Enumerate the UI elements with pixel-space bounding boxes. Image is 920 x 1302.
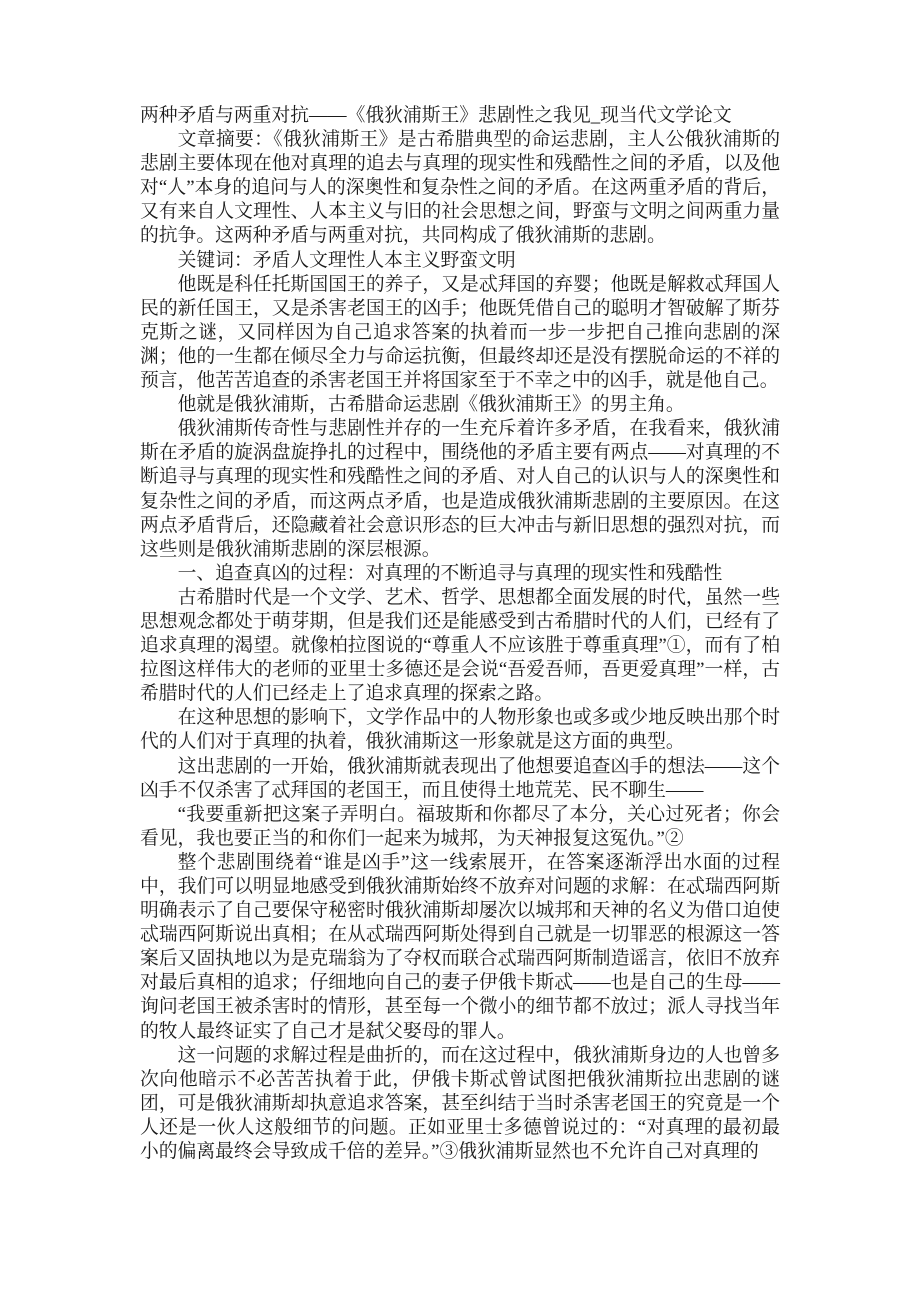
document-title: 两种矛盾与两重对抗——《俄狄浦斯王》悲剧性之我见_现当代文学论文 <box>140 105 732 126</box>
body-paragraph: 他既是科任托斯国国王的养子，又是忒拜国的弃婴；他既是解救忒拜国人民的新任国王，又是杀害老国王的凶手；他既凭借自己的聪明才智破解了斯芬克斯之谜，又同样因为自己追求答案的执着而一步一步把自己推向悲剧的深渊；他的一生都在倾尽全力与命运抗衡，但最终却还是没有摆脱命运的不祥的预言，他苦苦追查的杀害老国王并将国家至于不幸之中的凶手，就是他自己。 <box>140 273 780 392</box>
abstract-paragraph: 文章摘要：《俄狄浦斯王》是古希腊典型的命运悲剧，主人公俄狄浦斯的悲剧主要体现在他对真理的追去与真理的现实性和残酷性之间的矛盾，以及他对“人”本身的追问与人的深奥性和复杂性之间的矛盾。在这两重矛盾的背后，又有来自人文理性、人本主义与旧的社会思想之间，野蛮与文明之间两重力量的抗争。这两种矛盾与两重对抗，共同构成了俄狄浦斯的悲剧。 <box>140 129 780 247</box>
body-paragraph: 这一问题的求解过程是曲折的，而在这过程中，俄狄浦斯身边的人也曾多次向他暗示不必苦苦执着于此，伊俄卡斯忒曾试图把俄狄浦斯拉出悲剧的谜团，可是俄狄浦斯却执意追求答案，甚至纠结于当时杀害老国王的究竟是一个人还是一伙人这般细节的问题。正如亚里士多德曾说过的：“对真理的最初最小的偏离最终会导致成千倍的差异。”③俄狄浦斯显然也不允许自己对真理的 <box>140 1044 780 1163</box>
body-paragraph: 古希腊时代是一个文学、艺术、哲学、思想都全面发展的时代，虽然一些思想观念都处于萌芽期，但是我们还是能感受到古希腊时代的人们，已经有了追求真理的渴望。就像柏拉图说的“尊重人不应该胜于尊重真理”①，而有了柏拉图这样伟大的老师的亚里士多德还是会说“吾爱吾师，吾更爱真理”一样，古希腊时代的人们已经走上了追求真理的探索之路。 <box>140 586 780 705</box>
body-paragraph: 这出悲剧的一开始，俄狄浦斯就表现出了他想要追查凶手的想法——这个凶手不仅杀害了忒拜国的老国王，而且使得土地荒芜、民不聊生—— <box>140 755 780 801</box>
section-heading: 一、追查真凶的过程：对真理的不断追寻与真理的现实性和残酷性 <box>177 562 723 584</box>
body-paragraph: 他就是俄狄浦斯，古希腊命运悲剧《俄狄浦斯王》的男主角。 <box>177 394 685 416</box>
body-paragraph: 俄狄浦斯传奇性与悲剧性并存的一生充斥着许多矛盾，在我看来，俄狄浦斯在矛盾的旋涡盘旋挣扎的过程中，围绕他的矛盾主要有两点——对真理的不断追寻与真理的现实性和残酷性之间的矛盾、对人自己的认识与人的深奥性和复杂性之间的矛盾，而这两点矛盾，也是造成俄狄浦斯悲剧的主要原因。在这两点矛盾背后，还隐藏着社会意识形态的巨大冲击与新旧思想的强烈对抗，而这些则是俄狄浦斯悲剧的深层根源。 <box>140 418 780 560</box>
quote-paragraph: “我要重新把这案子弄明白。福玻斯和你都尽了本分，关心过死者；你会看见，我也要正当的和你们一起来为城邦，为天神报复这冤仇。”② <box>140 803 780 849</box>
body-paragraph: 在这种思想的影响下，文学作品中的人物形象也或多或少地反映出那个时代的人们对于真理的执着，俄狄浦斯这一形象就是这方面的典型。 <box>140 707 780 753</box>
keywords-paragraph: 关键词：矛盾人文理性人本主义野蛮文明 <box>177 249 516 271</box>
body-paragraph: 整个悲剧围绕着“谁是凶手”这一线索展开，在答案逐渐浮出水面的过程中，我们可以明显地感受到俄狄浦斯始终不放弃对问题的求解：在忒瑞西阿斯明确表示了自己要保守秘密时俄狄浦斯却屡次以城邦和天神的名义为借口迫使忒瑞西阿斯说出真相；在从忒瑞西阿斯处得到自己就是一切罪恶的根源这一答案后又固执地以为是克瑞翁为了夺权而联合忒瑞西阿斯制造谣言，依旧不放弃对最后真相的追求；仔细地向自己的妻子伊俄卡斯忒——也是自己的生母——询问老国王被杀害时的情形，甚至每一个微小的细节都不放过；派人寻找当年的牧人最终证实了自己才是弑父娶母的罪人。 <box>140 851 780 1042</box>
